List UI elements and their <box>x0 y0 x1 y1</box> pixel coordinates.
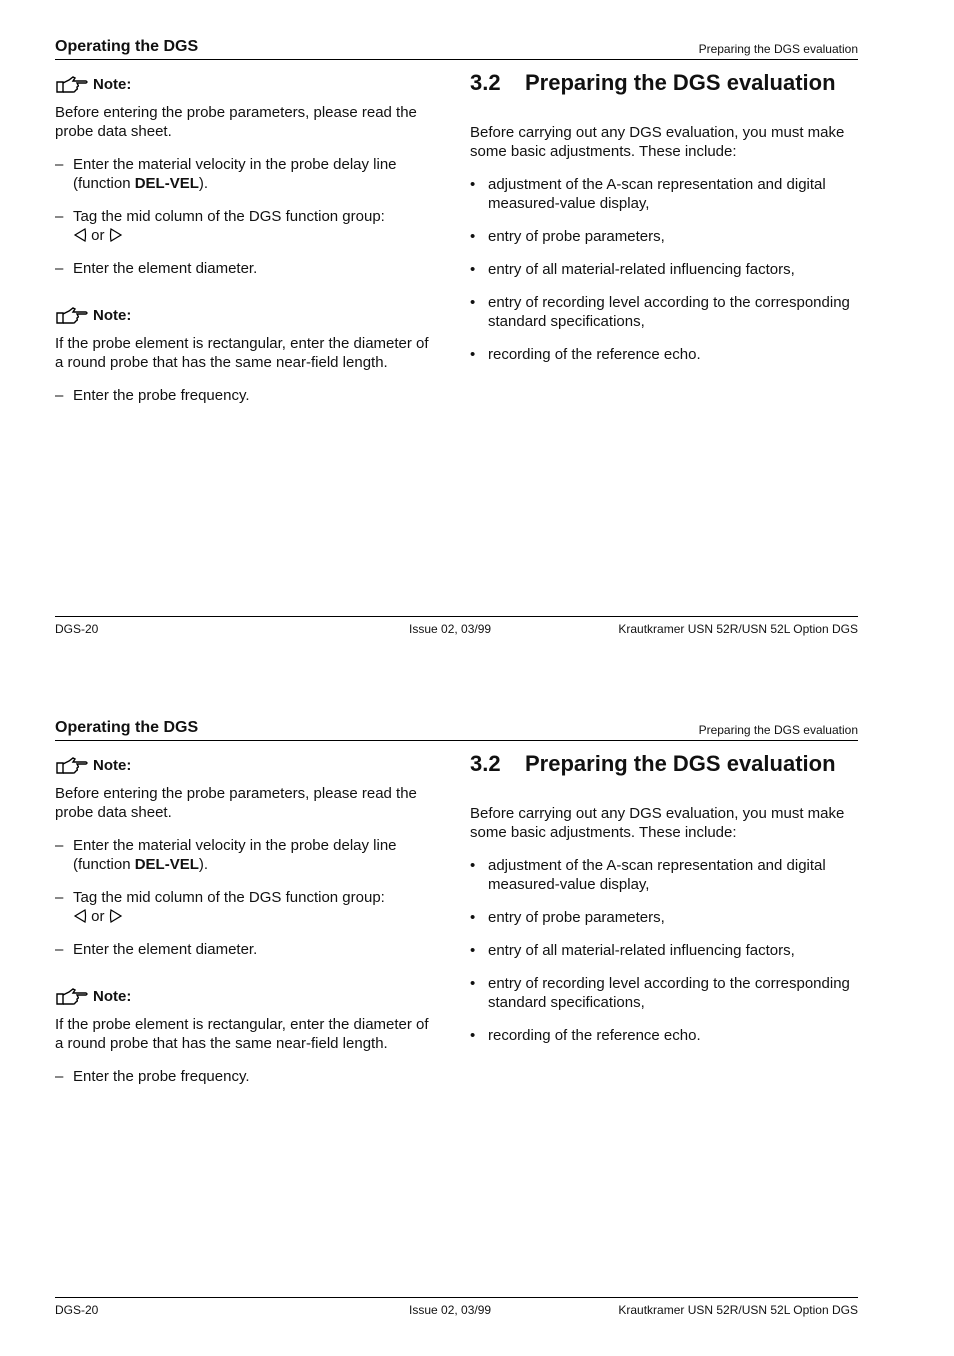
step-tag-mid-column: – Tag the mid column of the DGS function group: or <box>55 208 385 244</box>
header-rule <box>55 740 858 741</box>
note-1 <box>55 75 131 94</box>
footer-product: Krautkramer USN 52R/USN 52L Option DGS <box>618 1303 858 1317</box>
footer-issue: Issue 02, 03/99 <box>409 622 492 636</box>
step-material-velocity: – Enter the material velocity in the probe delay line (function DEL-VEL). <box>55 837 397 873</box>
intro-paragraph: Before carrying out any DGS evaluation, you must make some basic adjustments. These include: <box>470 124 845 160</box>
footer-issue: Issue 02, 03/99 <box>409 1303 492 1317</box>
section-number: 3.2 <box>470 751 501 776</box>
list-item: • entry of all material-related influencing factors, <box>470 942 795 959</box>
list-item: • entry of recording level according to the corresponding standard specifications, <box>470 294 850 330</box>
pointing-hand-icon <box>55 757 89 775</box>
dash-marker: – <box>55 260 64 277</box>
section-title: Preparing the DGS evaluation <box>525 70 836 95</box>
section-heading <box>470 751 836 776</box>
footer-rule <box>55 1297 858 1298</box>
step-probe-frequency: – Enter the probe frequency. <box>55 1068 250 1085</box>
header-section: Operating the DGS <box>55 719 199 736</box>
list-item: • recording of the reference echo. <box>470 1027 701 1044</box>
note-2 <box>55 306 131 325</box>
dash-marker: – <box>55 156 64 173</box>
header-rule <box>55 59 858 60</box>
page-2 <box>0 681 954 1356</box>
footer-rule <box>55 616 858 617</box>
note-1-text: Before entering the probe parameters, please read the probe data sheet. <box>55 785 417 821</box>
dash-marker: – <box>55 941 64 958</box>
header-section: Operating the DGS <box>55 38 199 55</box>
note-label: Note: <box>93 988 132 1005</box>
note-label: Note: <box>93 757 132 774</box>
step-tag-mid-column: – Tag the mid column of the DGS function group: or <box>55 889 385 925</box>
footer-product: Krautkramer USN 52R/USN 52L Option DGS <box>618 622 858 636</box>
pointing-hand-icon <box>55 307 89 325</box>
dash-marker: – <box>55 208 64 225</box>
right-arrow-key-icon <box>109 909 123 923</box>
left-arrow-key-icon <box>73 909 87 923</box>
list-item: • entry of probe parameters, <box>470 909 665 926</box>
pointing-hand-icon <box>55 988 89 1006</box>
note-2-text: If the probe element is rectangular, enter the diameter of a round probe that has the same near-field length. <box>55 1016 429 1052</box>
dash-marker: – <box>55 1068 64 1085</box>
section-title: Preparing the DGS evaluation <box>525 751 836 776</box>
list-item: • entry of probe parameters, <box>470 228 665 245</box>
function-keyword: DEL-VEL <box>134 856 199 873</box>
list-item: • entry of recording level according to the corresponding standard specifications, <box>470 975 850 1011</box>
step-element-diameter: – Enter the element diameter. <box>55 260 258 277</box>
list-item: • entry of all material-related influencing factors, <box>470 261 795 278</box>
footer-page-number: DGS-20 <box>55 1303 99 1317</box>
dash-marker: – <box>55 837 64 854</box>
note-2 <box>55 987 131 1006</box>
right-arrow-key-icon <box>109 228 123 242</box>
footer-page-number: DGS-20 <box>55 622 99 636</box>
note-1-text: Before entering the probe parameters, please read the probe data sheet. <box>55 104 417 140</box>
pointing-hand-icon <box>55 76 89 94</box>
step-element-diameter: – Enter the element diameter. <box>55 941 258 958</box>
list-item: • recording of the reference echo. <box>470 346 701 363</box>
left-arrow-key-icon <box>73 228 87 242</box>
note-1 <box>55 756 131 775</box>
function-keyword: DEL-VEL <box>134 175 199 192</box>
step-probe-frequency: – Enter the probe frequency. <box>55 387 250 404</box>
note-label: Note: <box>93 76 132 93</box>
dash-marker: – <box>55 387 64 404</box>
page-1 <box>0 0 954 675</box>
note-label: Note: <box>93 307 132 324</box>
section-number: 3.2 <box>470 70 501 95</box>
header-running-title: Preparing the DGS evaluation <box>698 42 858 56</box>
intro-paragraph: Before carrying out any DGS evaluation, you must make some basic adjustments. These include: <box>470 805 845 841</box>
list-item: • adjustment of the A-scan representation and digital measured-value display, <box>470 857 826 893</box>
dash-marker: – <box>55 889 64 906</box>
list-item: • adjustment of the A-scan representation and digital measured-value display, <box>470 176 826 212</box>
note-2-text: If the probe element is rectangular, enter the diameter of a round probe that has the same near-field length. <box>55 335 429 371</box>
header-running-title: Preparing the DGS evaluation <box>698 723 858 737</box>
section-heading <box>470 70 836 95</box>
step-material-velocity: – Enter the material velocity in the probe delay line (function DEL-VEL). <box>55 156 397 192</box>
